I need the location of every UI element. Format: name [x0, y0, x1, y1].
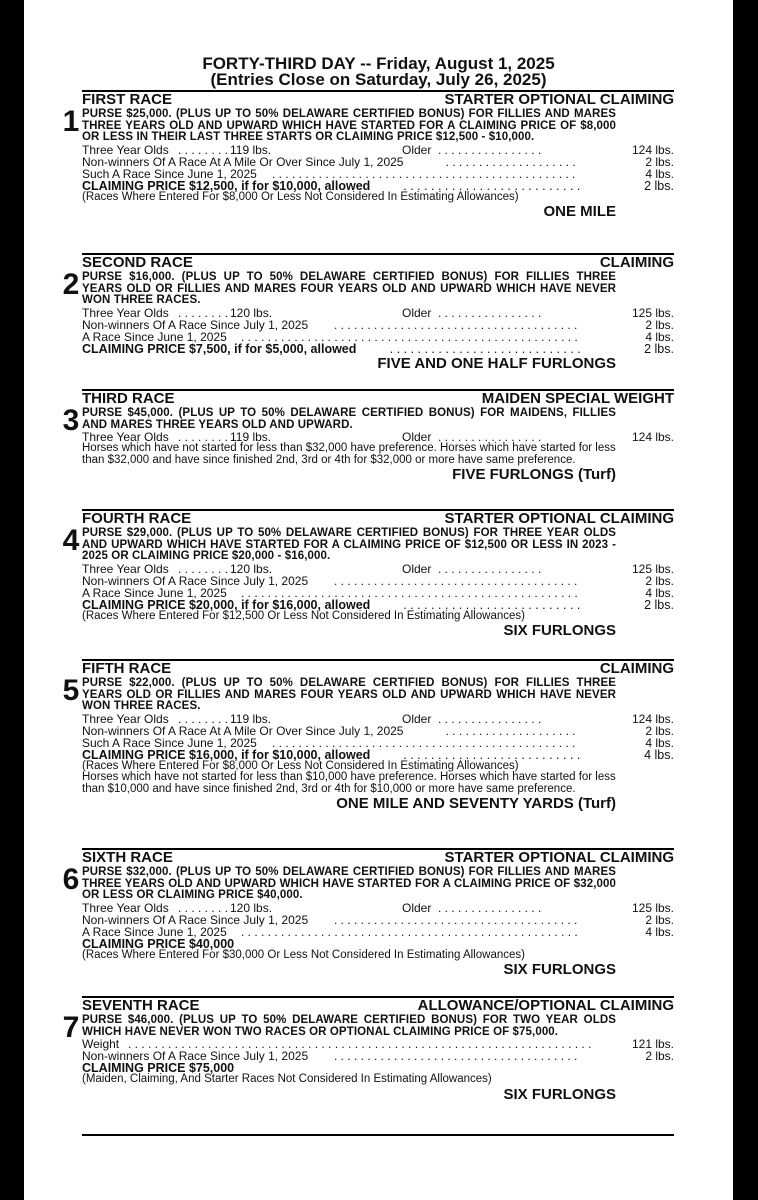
dot-leader: . . . . . . . . . . . . . . . . [438, 711, 542, 726]
claiming-price: CLAIMING PRICE $12,500, if for $10,000, allowed [82, 178, 371, 193]
claiming-price: CLAIMING PRICE $40,000 [82, 936, 235, 951]
weight-left-value: 120 lbs. [230, 900, 273, 915]
race-header [82, 849, 733, 867]
race-name: SECOND RACE [82, 254, 193, 271]
weight-left-value: 119 lbs. [230, 711, 272, 726]
dot-leader: . . . . . . . . . [178, 711, 235, 726]
weight-left-label: Three Year Olds [82, 305, 169, 320]
race-number: 3 [62, 404, 80, 437]
race-distance: SIX FURLONGS [503, 961, 616, 978]
allowance-value: 2 lbs. [645, 154, 674, 169]
allowance-value: 2 lbs. [645, 317, 674, 332]
dot-leader: . . . . . . . . . . . . . . . . . . . . [445, 723, 576, 738]
race-number: 2 [62, 268, 80, 301]
dot-leader: . . . . . . . . . [178, 430, 235, 444]
race-note: (Maiden, Claiming, And Starter Races Not Considered In Estimating Allowances) [82, 1073, 492, 1085]
weight-left-label: Three Year Olds [82, 142, 169, 157]
allowance-value: 4 lbs. [645, 585, 674, 600]
claiming-line [82, 1062, 733, 1074]
claiming-line [82, 749, 733, 761]
weight-right-value: 124 lbs. [631, 142, 674, 157]
weight-left-value: 120 lbs. [230, 561, 273, 576]
race-number: 4 [62, 524, 80, 557]
race-number: 7 [62, 1011, 80, 1044]
race-purse: PURSE $16,000. (PLUS UP TO 50% DELAWARE CERTIFIED BONUS) FOR FILLIES THREE YEARS OLD OR FILLIES AND MARES FOUR YEARS OLD AND UPWARD WHICH HAVE NEVER WON THREE RACES. [82, 271, 616, 306]
race-header [82, 254, 733, 272]
weights-line [82, 431, 733, 443]
dot-leader: . . . . . . . . . . . . . . . . . . . . . . . . . . . . . . . . . . . . . . . . . . . . . . . . . . . . . . . . . . . . . . . . . . . . . . [128, 1037, 592, 1051]
race-block [62, 660, 733, 812]
page-title: FORTY-THIRD DAY -- Friday, August 1, 2025 [202, 54, 555, 73]
claiming-value: 4 lbs. [644, 747, 674, 762]
race-purse: PURSE $45,000. (PLUS UP TO 50% DELAWARE CERTIFIED BONUS) FOR MAIDENS, FILLIES AND MARES THREE YEARS OLD AND UPWARD. [82, 407, 616, 431]
allowance-value: 4 lbs. [645, 166, 674, 181]
race-distance: FIVE FURLONGS (Turf) [452, 466, 616, 483]
claiming-price: CLAIMING PRICE $75,000 [82, 1061, 235, 1075]
dot-leader: . . . . . . . . . . . . . . . . [438, 561, 542, 576]
race-block [62, 91, 733, 220]
race-type: STARTER OPTIONAL CLAIMING [444, 849, 674, 866]
race-header [82, 390, 733, 408]
race-number: 6 [62, 863, 80, 896]
allowance-text: A Race Since June 1, 2025 [82, 924, 227, 939]
allowance-text: Non-winners Of A Race Since July 1, 2025 [82, 1049, 309, 1063]
dot-leader: . . . . . . . . . . . . . . . . . . . . . . . . . . . . . . . . . . . . . . . . . . . . . . . . . . . [241, 585, 578, 600]
allowance-text: Non-winners Of A Race Since July 1, 2025 [82, 912, 309, 927]
claiming-line [82, 938, 733, 950]
race-purse: PURSE $29,000. (PLUS UP TO 50% DELAWARE CERTIFIED BONUS) FOR THREE YEAR OLDS AND UPWARD WHICH HAVE STARTED FOR A CLAIMING PRICE OF $12,500 OR LESS IN 2023 - 2025 OR CLAIMING PRICE $20,000 - $16,000. [82, 527, 616, 562]
weight-left-label: Weight [82, 1037, 120, 1051]
race-name: FIRST RACE [82, 91, 172, 108]
weight-left-label: Three Year Olds [82, 561, 169, 576]
race-header [82, 997, 733, 1015]
race-name: FIFTH RACE [82, 660, 172, 677]
race-distance: FIVE AND ONE HALF FURLONGS [377, 354, 616, 372]
claiming-line [82, 343, 733, 355]
claiming-price: CLAIMING PRICE $20,000, if for $16,000, allowed [82, 597, 371, 612]
weight-right-value: 125 lbs. [631, 900, 674, 915]
race-block [62, 997, 733, 1103]
dot-leader: . . . . . . . . . . . . . . . . . . . . . . . . . . . . . . . . . . . . . [334, 912, 578, 927]
race-purse: PURSE $25,000. (PLUS UP TO 50% DELAWARE CERTIFIED BONUS) FOR FILLIES AND MARES THREE YEARS OLD AND UPWARD WHICH HAVE STARTED FOR A CLAIMING PRICE OF $8,000 OR LESS IN THEIR LAST THREE STARTS OR CLAIMING PRICE $12,500 - $10,000. [82, 108, 616, 143]
race-note: Horses which have not started for less than $10,000 have preference. Horses which have started for less than $10,000 and have since finished 2nd, 3rd or 4th for $10,000 or more have same preference. [82, 771, 616, 795]
dot-leader: . . . . . . . . . . . . . . . . . . . . . . . . . . . . . . . . . . . . . . . . . . . . . . . . . . . [241, 329, 578, 344]
dot-leader: . . . . . . . . . . . . . . . . . . . . . . . . . . . . . . . . . . . . . [334, 1049, 578, 1063]
dot-leader: . . . . . . . . . . . . . . . . . . . . . . . . . . [403, 597, 581, 612]
race-note: (Races Where Entered For $12,500 Or Less Not Considered In Estimating Allowances) [82, 609, 525, 622]
claiming-price: CLAIMING PRICE $7,500, if for $5,000, allowed [82, 341, 357, 356]
race-name: THIRD RACE [82, 390, 175, 407]
dot-leader: . . . . . . . . . . . . . . . . . . . . . . . . . . . . . . . . . . . . . [334, 317, 578, 332]
race-name: SEVENTH RACE [82, 997, 200, 1014]
race-header [82, 510, 733, 528]
race-note: (Races Where Entered For $30,000 Or Less Not Considered In Estimating Allowances) [82, 948, 525, 961]
race-purse: PURSE $32,000. (PLUS UP TO 50% DELAWARE CERTIFIED BONUS) FOR FILLIES AND MARES THREE YEARS OLD AND UPWARD WHICH HAVE STARTED FOR A CLAIMING PRICE OF $32,000 OR LESS OR CLAIMING PRICE $40,000. [82, 866, 616, 901]
allowance-value: 4 lbs. [645, 329, 674, 344]
race-type: CLAIMING [599, 660, 674, 677]
dot-leader: . . . . . . . . . . . . . . . . [438, 900, 542, 915]
dot-leader: . . . . . . . . . [178, 142, 235, 157]
weight-left-value: 120 lbs. [230, 305, 273, 320]
dot-leader: . . . . . . . . . . . . . . . . . . . . . . . . . . . . [389, 341, 581, 356]
allowance-value: 2 lbs. [645, 912, 674, 927]
race-header [82, 91, 733, 109]
dot-leader: . . . . . . . . . . . . . . . . . . . . . . . . . . . . . . . . . . . . . . . . . . . . . . [272, 735, 576, 750]
dot-leader: . . . . . . . . . . . . . . . . [438, 430, 542, 444]
weight-right-label: Older [402, 711, 432, 726]
race-number: 5 [62, 674, 80, 707]
race-name: SIXTH RACE [82, 849, 173, 866]
weight-right-value: 125 lbs. [631, 561, 674, 576]
claiming-value: 2 lbs. [644, 178, 674, 193]
race-note: (Races Where Entered For $8,000 Or Less Not Considered In Estimating Allowances) [82, 190, 519, 203]
race-type: STARTER OPTIONAL CLAIMING [444, 91, 674, 108]
race-note: Horses which have not started for less than $32,000 have preference. Horses which have started for less than $32,000 and have since finished 2nd, 3rd or 4th for $32,000 or more have same preference. [82, 442, 616, 466]
allowance-value: 4 lbs. [645, 924, 674, 939]
condition-book-page [24, 0, 733, 1200]
race-block [62, 254, 733, 372]
claiming-value: 2 lbs. [644, 341, 674, 356]
dot-leader: . . . . . . . . . . . . . . . . [438, 142, 542, 157]
race-distance: ONE MILE [543, 203, 616, 220]
dot-leader: . . . . . . . . . . . . . . . . . . . . . . . . . . . . . . . . . . . . . . . . . . . . . . . . . . . [241, 924, 578, 939]
allowance-value: 2 lbs. [645, 573, 674, 588]
race-distance: ONE MILE AND SEVENTY YARDS (Turf) [336, 795, 616, 812]
weight-right-value: 125 lbs. [631, 305, 674, 320]
dot-leader: . . . . . . . . . . . . . . . . . . . . [445, 154, 576, 169]
weight-right-label: Older [402, 430, 432, 444]
dot-leader: . . . . . . . . . [178, 561, 235, 576]
allowance-text: Non-winners Of A Race Since July 1, 2025 [82, 317, 309, 332]
race-block [62, 390, 733, 483]
dot-leader: . . . . . . . . . . . . . . . . . . . . . . . . . . [403, 178, 581, 193]
dot-leader: . . . . . . . . . [178, 900, 235, 915]
race-note: (Races Where Entered For $8,000 Or Less Not Considered In Estimating Allowances) [82, 759, 519, 772]
claiming-price: CLAIMING PRICE $16,000, if for $10,000, allowed [82, 747, 371, 762]
race-block [62, 849, 733, 978]
weight-left-value: 119 lbs. [230, 142, 272, 157]
dot-leader: . . . . . . . . . . . . . . . . [438, 305, 542, 320]
race-type: STARTER OPTIONAL CLAIMING [444, 510, 674, 527]
allowance-text: Non-winners Of A Race At A Mile Or Over Since July 1, 2025 [82, 723, 404, 738]
weight-left-value: 119 lbs. [230, 430, 272, 444]
weight-right-label: Older [402, 900, 432, 915]
page-subtitle: (Entries Close on Saturday, July 26, 2025) [210, 70, 547, 89]
allowance-value: 2 lbs. [645, 1049, 674, 1063]
weight-right-value: 124 lbs. [631, 430, 674, 444]
claiming-line [82, 180, 733, 192]
race-distance: SIX FURLONGS [503, 1085, 616, 1103]
weight-left-label: Three Year Olds [82, 711, 169, 726]
race-header [82, 660, 733, 678]
weight-right-label: Older [402, 561, 432, 576]
weight-left-label: Three Year Olds [82, 430, 169, 444]
weight-right-label: Older [402, 305, 432, 320]
race-name: FOURTH RACE [82, 510, 192, 527]
race-divider [82, 1134, 674, 1136]
allowance-text: Non-winners Of A Race At A Mile Or Over Since July 1, 2025 [82, 154, 404, 169]
weight-right-value: 121 lbs. [631, 1037, 674, 1051]
allowance-text: Such A Race Since June 1, 2025 [82, 735, 257, 750]
dot-leader: . . . . . . . . . [178, 305, 235, 320]
race-purse: PURSE $22,000. (PLUS UP TO 50% DELAWARE CERTIFIED BONUS) FOR FILLIES THREE YEARS OLD OR FILLIES AND MARES FOUR YEARS OLD AND UPWARD WHICH HAVE NEVER WON THREE RACES. [82, 677, 616, 712]
dot-leader: . . . . . . . . . . . . . . . . . . . . . . . . . . . . . . . . . . . . . . . . . . . . . . [272, 166, 576, 181]
claiming-line [82, 599, 733, 611]
allowance-value: 2 lbs. [645, 723, 674, 738]
weight-right-value: 124 lbs. [631, 711, 674, 726]
race-type: CLAIMING [599, 254, 674, 271]
race-type: MAIDEN SPECIAL WEIGHT [481, 390, 674, 407]
allowance-text: Non-winners Of A Race Since July 1, 2025 [82, 573, 309, 588]
allowance-text: A Race Since June 1, 2025 [82, 585, 227, 600]
race-block [62, 510, 733, 639]
allowance-value: 4 lbs. [645, 735, 674, 750]
allowance-text: Such A Race Since June 1, 2025 [82, 166, 257, 181]
weight-left-label: Three Year Olds [82, 900, 169, 915]
race-type: ALLOWANCE/OPTIONAL CLAIMING [417, 997, 674, 1014]
race-purse: PURSE $46,000. (PLUS UP TO 50% DELAWARE CERTIFIED BONUS) FOR TWO YEAR OLDS WHICH HAVE NEVER WON TWO RACES OR OPTIONAL CLAIMING PRICE OF $75,000. [82, 1014, 616, 1038]
race-distance: SIX FURLONGS [503, 622, 616, 639]
race-number: 1 [62, 105, 80, 138]
claiming-value: 2 lbs. [644, 597, 674, 612]
dot-leader: . . . . . . . . . . . . . . . . . . . . . . . . . . [403, 747, 581, 762]
weight-right-label: Older [402, 142, 432, 157]
allowance-text: A Race Since June 1, 2025 [82, 329, 227, 344]
dot-leader: . . . . . . . . . . . . . . . . . . . . . . . . . . . . . . . . . . . . . [334, 573, 578, 588]
